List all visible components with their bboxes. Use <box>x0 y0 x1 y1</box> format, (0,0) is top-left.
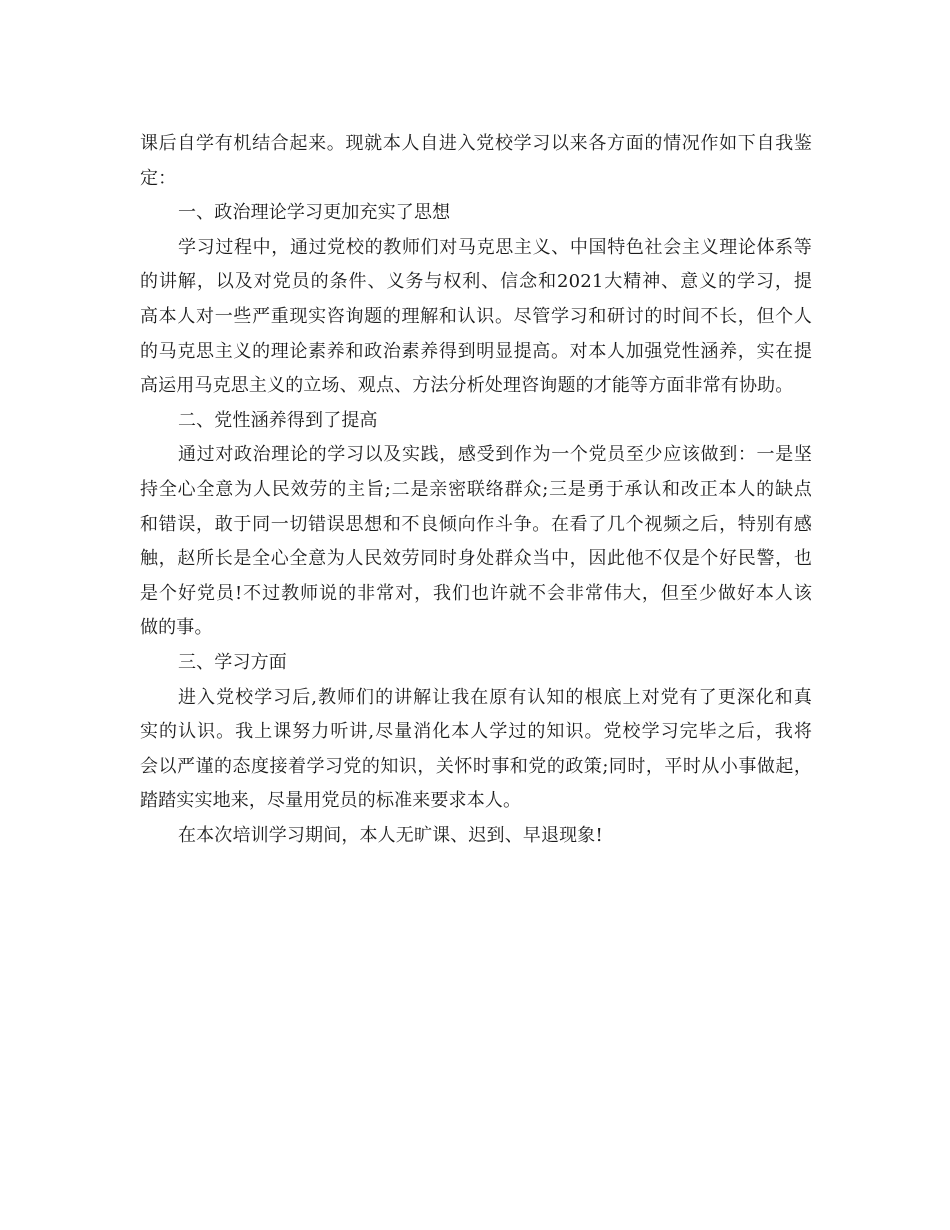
text-line: 通过对政治理论的学习以及实践，感受到作为一个党员至少应该做到：一是坚 <box>178 444 812 466</box>
document-body <box>140 127 812 853</box>
text-line: 定： <box>140 167 177 189</box>
text-line: 的马克思主义的理论素养和政治素养得到明显提高。对本人加强党性涵养，实在提 <box>140 340 812 362</box>
text-line: 高本人对一些严重现实咨询题的理解和认识。尽管学习和研讨的时间不长，但个人 <box>140 305 812 327</box>
text-line: 进入党校学习后,教师们的讲解让我在原有认知的根底上对党有了更深化和真 <box>178 686 812 708</box>
text-line: 做的事。 <box>140 617 213 639</box>
text-line: 的讲解，以及对党员的条件、义务与权利、信念和2021大精神、意义的学习，提 <box>140 271 812 293</box>
text-line: 和错误，敢于同一切错误思想和不良倾向作斗争。在看了几个视频之后，特别有感 <box>140 513 812 535</box>
text-line: 会以严谨的态度接着学习党的知识，关怀时事和党的政策;同时，平时从小事做起， <box>140 755 812 777</box>
text-line: 课后自学有机结合起来。现就本人自进入党校学习以来各方面的情况作如下自我鉴 <box>140 133 812 154</box>
text-line: 踏踏实实地来，尽量用党员的标准来要求本人。 <box>140 790 522 812</box>
text-line: 触，赵所长是全心全意为人民效劳同时身处群众当中，因此他不仅是个好民警，也 <box>140 548 812 570</box>
text-line: 高运用马克思主义的立场、观点、方法分析处理咨询题的才能等方面非常有协助。 <box>140 375 794 397</box>
text-line: 学习过程中，通过党校的教师们对马克思主义、中国特色社会主义理论体系等 <box>178 236 812 258</box>
section-heading: 二、党性涵养得到了提高 <box>178 409 378 431</box>
text-line: 是个好党员!不过教师说的非常对，我们也许就不会非常伟大，但至少做好本人该 <box>140 582 812 604</box>
text-line: 实的认识。我上课努力听讲,尽量消化本人学过的知识。党校学习完毕之后，我将 <box>140 721 812 743</box>
section-heading: 三、学习方面 <box>178 651 287 673</box>
text-line: 持全心全意为人民效劳的主旨;二是亲密联络群众;三是勇于承认和改正本人的缺点 <box>140 478 812 500</box>
text-line: 在本次培训学习期间，本人无旷课、迟到、早退现象! <box>178 824 603 846</box>
section-heading: 一、政治理论学习更加充实了思想 <box>178 202 451 224</box>
